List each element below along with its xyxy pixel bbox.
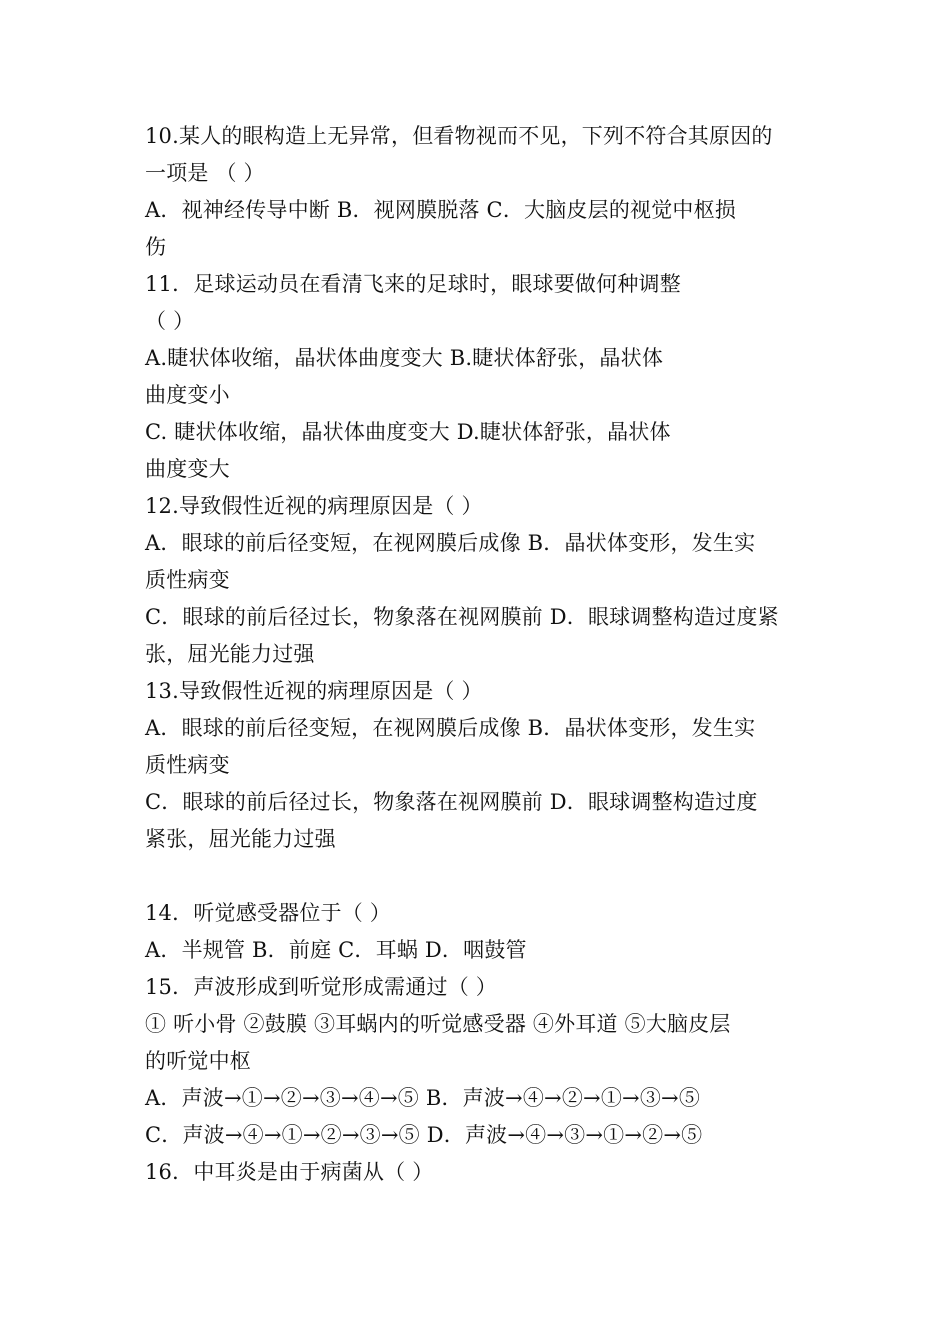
question-15-items-line-1: ① 听小骨 ②鼓膜 ③耳蜗内的听觉感受器 ④外耳道 ⑤大脑皮层 — [145, 1012, 731, 1036]
question-12-options-line-2: 质性病变 — [145, 568, 230, 592]
question-15-items-line-2: 的听觉中枢 — [145, 1049, 251, 1073]
question-13-options-line-1: A．眼球的前后径变短，在视网膜后成像 B．晶状体变形，发生实 — [145, 716, 756, 740]
question-15-line-1: 15．声波形成到听觉形成需通过（ ） — [145, 975, 497, 999]
question-10-line-1: 10.某人的眼构造上无异常，但看物视而不见，下列不符合其原因的 — [145, 124, 773, 148]
document-body — [145, 118, 815, 1191]
question-13-line-1: 13.导致假性近视的病理原因是（ ） — [145, 679, 483, 703]
question-12-options-line-3: C．眼球的前后径过长，物象落在视网膜前 D．眼球调整构造过度紧 — [145, 605, 779, 629]
question-12-options-line-4: 张，屈光能力过强 — [145, 642, 315, 666]
question-11-options-line-2: 曲度变小 — [145, 383, 230, 407]
question-13-options-line-4: 紧张，屈光能力过强 — [145, 827, 336, 851]
question-10-options-line-2: 伤 — [145, 235, 167, 259]
question-10-options-line-1: A．视神经传导中断 B．视网膜脱落 C．大脑皮层的视觉中枢损 — [145, 198, 737, 222]
question-11-options-line-1: A.睫状体收缩，晶状体曲度变大 B.睫状体舒张，晶状体 — [145, 346, 664, 370]
question-11-line-1: 11．足球运动员在看清飞来的足球时，眼球要做何种调整 — [145, 272, 681, 296]
question-11-line-2: （ ） — [145, 309, 195, 333]
question-12-line-1: 12.导致假性近视的病理原因是（ ） — [145, 494, 483, 518]
question-10-line-2: 一项是 （ ） — [145, 161, 265, 185]
question-11-options-line-4: 曲度变大 — [145, 457, 230, 481]
question-13-options-line-2: 质性病变 — [145, 753, 230, 777]
question-14-line-1: 14．听觉感受器位于（ ） — [145, 901, 391, 925]
question-15-options-line-1: A．声波→①→②→③→④→⑤ B．声波→④→②→①→③→⑤ — [145, 1086, 701, 1110]
blank-line — [145, 858, 815, 895]
question-14-options: A．半规管 B．前庭 C．耳蜗 D．咽鼓管 — [145, 938, 527, 962]
question-12-options-line-1: A．眼球的前后径变短，在视网膜后成像 B．晶状体变形，发生实 — [145, 531, 756, 555]
question-16-line-1: 16．中耳炎是由于病菌从（ ） — [145, 1160, 434, 1184]
question-15-options-line-2: C．声波→④→①→②→③→⑤ D．声波→④→③→①→②→⑤ — [145, 1123, 703, 1147]
question-11-options-line-3: C. 睫状体收缩，晶状体曲度变大 D.睫状体舒张，晶状体 — [145, 420, 671, 444]
question-13-options-line-3: C．眼球的前后径过长，物象落在视网膜前 D．眼球调整构造过度 — [145, 790, 758, 814]
